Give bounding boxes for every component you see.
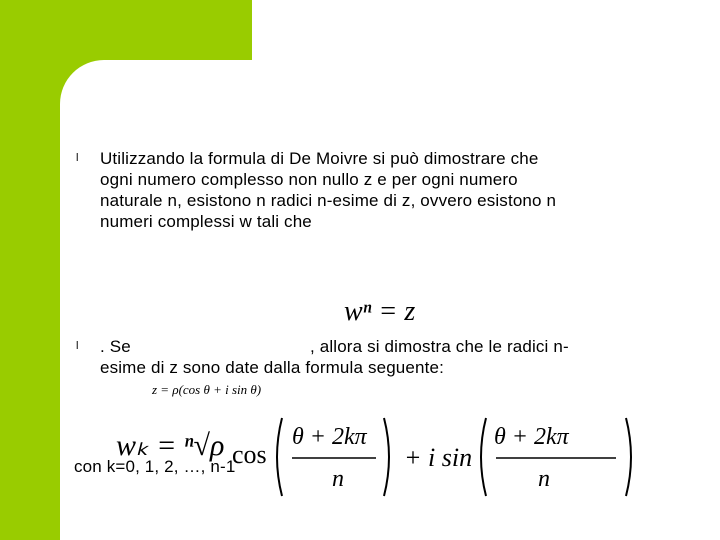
right-paren-2 (626, 418, 631, 496)
bullet-1-line-2: ogni numero complesso non nullo z e per ogni numero (100, 170, 518, 189)
left-paren-2 (481, 418, 486, 496)
right-paren-1 (384, 418, 389, 496)
fraction-2-denominator: n (538, 466, 550, 492)
formula-wk-cos: cos (232, 440, 267, 469)
fraction-1-denominator: n (332, 466, 344, 492)
bullet-2-line-2: esime di z sono date dalla formula seguente: (100, 358, 444, 377)
formula-z-polar: z = ρ(cos θ + i sin θ) (152, 382, 262, 397)
bullet-marker: l (76, 152, 79, 164)
bullet-1-line-3: naturale n, esistono n radici n-esime di z, ovvero esistono n (100, 191, 557, 210)
fraction-1-numerator: θ + 2kπ (292, 424, 367, 450)
formula-wk-lhs: wₖ = ⁿ√ρ (116, 429, 225, 462)
fraction-2-numerator: θ + 2kπ (494, 424, 569, 450)
bullet-1-line-1: Utilizzando la formula di De Moivre si può dimostrare che (100, 149, 539, 168)
formula-wn-equals-z: wⁿ = z (344, 296, 416, 327)
bullet-2-line-1-prefix: . Se (100, 337, 131, 356)
bullet-2-line-1-suffix: , allora si dimostra che le radici n- (310, 337, 569, 356)
bullet-1-line-4: numeri complessi w tali che (100, 212, 312, 231)
bullet-marker: l (76, 340, 79, 352)
left-paren-1 (277, 418, 282, 496)
footer-k-range: con k=0, 1, 2, …, n-1 (74, 457, 236, 476)
formula-plus-i-sin: + i sin (404, 443, 473, 472)
